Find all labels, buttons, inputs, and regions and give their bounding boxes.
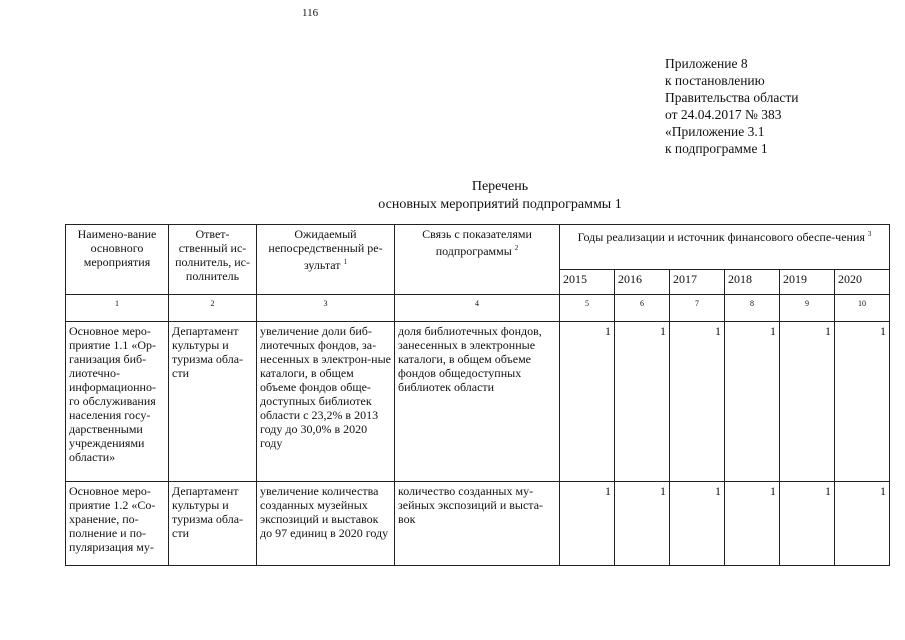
row-expected-result: увеличение доли биб-лиотечных фондов, за-несенных в электрон-ные каталоги, в общем объеме фондов обще-доступных библиотек области с 23,2% в 2013 году до 30,0% в 2020 году [257,322,395,482]
column-number: 9 [780,295,835,322]
appendix-header [665,55,798,157]
row-value-2018: 1 [725,322,780,482]
row-measure-name: Основное меро-приятие 1.1 «Ор-ганизация биб-лиотечно-информационно-го обслуживания населения госу-дарственными учреждениями области» [66,322,169,482]
year-2016: 2016 [615,270,670,295]
column-number: 8 [725,295,780,322]
row-value-2019: 1 [780,322,835,482]
row-value-2019: 1 [780,482,835,566]
header-link: Связь с показателями подпрограммы $^2$ [395,225,560,295]
row-executor: Департамент культуры и туризма обла-сти [169,482,257,566]
row-measure-name: Основное меро-приятие 1.2 «Со-хранение, по-полнение и по-пуляризация му- [66,482,169,566]
column-number: 2 [169,295,257,322]
appendix-line: Приложение 8 [665,56,748,71]
row-value-2017: 1 [670,482,725,566]
row-value-2016: 1 [615,482,670,566]
table-row [66,322,890,482]
year-2019: 2019 [780,270,835,295]
appendix-line: «Приложение 3.1 [665,124,765,139]
appendix-line: к подпрограмме 1 [665,141,768,156]
page-number: 116 [302,7,319,19]
header-name: Наимено-вание основного мероприятия [66,225,169,295]
appendix-line: Правительства области [665,90,799,105]
appendix-line: от 24.04.2017 № 383 [665,107,782,122]
table-row [66,482,890,566]
row-executor: Департамент культуры и туризма обла-сти [169,322,257,482]
row-value-2018: 1 [725,482,780,566]
measures-table [65,224,890,566]
header-executor: Ответ-ственный ис-полнитель, ис-полнитель [169,225,257,295]
row-indicator-link: доля библиотечных фондов, занесенных в электронные каталоги, в общем объеме фондов общедоступных библиотек области [395,322,560,482]
row-expected-result: увеличение количества созданных музейных экспозиций и выставок до 97 единиц в 2020 году [257,482,395,566]
document-title [0,178,905,214]
header-years: Годы реализации и источник финансового обеспе-чения $^3$ [560,225,890,270]
column-number-row [66,295,890,322]
year-2015: 2015 [560,270,615,295]
row-value-2016: 1 [615,322,670,482]
appendix-line: к постановлению [665,73,765,88]
year-2018: 2018 [725,270,780,295]
column-number: 7 [670,295,725,322]
column-number: 4 [395,295,560,322]
column-number: 10 [835,295,890,322]
row-value-2015: 1 [560,322,615,482]
row-indicator-link: количество созданных му-зейных экспозиций и выста-вок [395,482,560,566]
row-value-2020: 1 [835,322,890,482]
column-number: 5 [560,295,615,322]
row-value-2017: 1 [670,322,725,482]
row-value-2015: 1 [560,482,615,566]
row-value-2020: 1 [835,482,890,566]
column-number: 1 [66,295,169,322]
table-header-row [66,225,890,270]
header-result: Ожидаемый непосредственный ре-зультат $^1$ [257,225,395,295]
column-number: 3 [257,295,395,322]
year-2020: 2020 [835,270,890,295]
column-number: 6 [615,295,670,322]
title-line-1: Перечень [471,179,529,194]
year-2017: 2017 [670,270,725,295]
title-line-2: основных мероприятий подпрограммы 1 [378,197,622,212]
